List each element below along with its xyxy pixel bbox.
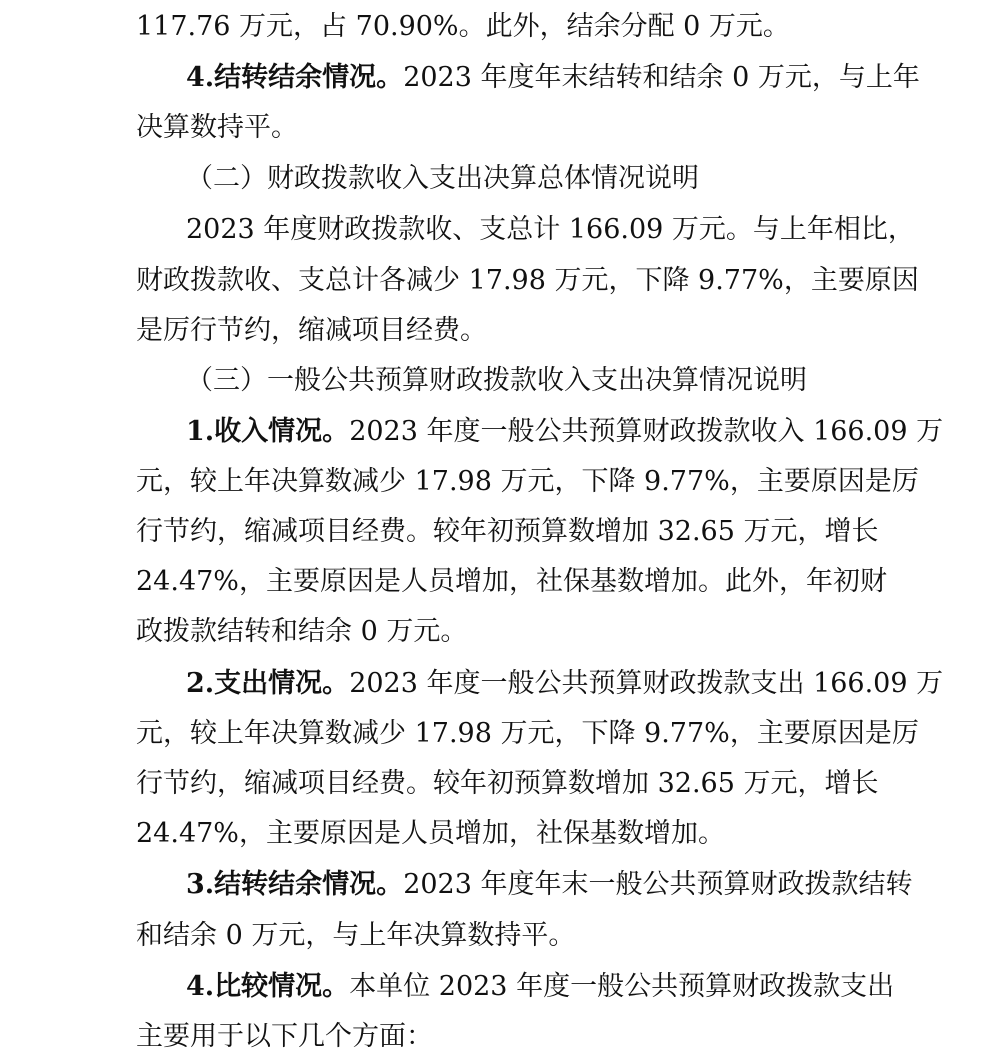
paragraph-line: 主要用于以下几个方面： <box>136 1021 433 1052</box>
item-heading: 2.支出情况。 <box>186 668 350 699</box>
paragraph-line: 24.47%，主要原因是人员增加，社保基数增加。此外，年初财 <box>136 566 887 597</box>
paragraph-line: 3.结转结余情况。2023 年度年末一般公共预算财政拨款结转 <box>186 869 913 900</box>
paragraph-line: 行节约，缩减项目经费。较年初预算数增加 32.65 万元，增长 <box>136 516 879 547</box>
paragraph-line: 决算数持平。 <box>136 112 298 143</box>
paragraph-line: 和结余 0 万元，与上年决算数持平。 <box>136 920 576 951</box>
paragraph-line: 4.比较情况。本单位 2023 年度一般公共预算财政拨款支出 <box>186 971 895 1002</box>
paragraph-line: 财政拨款收、支总计各减少 17.98 万元，下降 9.77%，主要原因 <box>136 265 919 296</box>
paragraph-line: 政拨款结转和结余 0 万元。 <box>136 616 468 647</box>
paragraph-line: 24.47%，主要原因是人员增加，社保基数增加。 <box>136 818 725 849</box>
paragraph-line: 元，较上年决算数减少 17.98 万元，下降 9.77%，主要原因是厉 <box>136 718 919 749</box>
section-heading: （三）一般公共预算财政拨款收入支出决算情况说明 <box>186 365 807 396</box>
paragraph-line: 行节约，缩减项目经费。较年初预算数增加 32.65 万元，增长 <box>136 768 879 799</box>
paragraph-line: 元，较上年决算数减少 17.98 万元，下降 9.77%，主要原因是厉 <box>136 466 919 497</box>
item-heading: 3.结转结余情况。 <box>186 869 404 900</box>
item-heading: 1.收入情况。 <box>186 416 350 447</box>
item-heading: 4.比较情况。 <box>186 971 350 1002</box>
paragraph-line: 2.支出情况。2023 年度一般公共预算财政拨款支出 166.09 万 <box>186 668 944 699</box>
paragraph-line: 2023 年度财政拨款收、支总计 166.09 万元。与上年相比， <box>186 214 915 245</box>
item-heading: 4.结转结余情况。 <box>186 62 404 93</box>
paragraph-line: 117.76 万元，占 70.90%。此外，结余分配 0 万元。 <box>136 11 790 42</box>
section-heading: （二）财政拨款收入支出决算总体情况说明 <box>186 163 699 194</box>
paragraph-line: 1.收入情况。2023 年度一般公共预算财政拨款收入 166.09 万 <box>186 416 944 447</box>
paragraph-line: 4.结转结余情况。2023 年度年末结转和结余 0 万元，与上年 <box>186 62 920 93</box>
paragraph-line: 是厉行节约，缩减项目经费。 <box>136 315 487 346</box>
